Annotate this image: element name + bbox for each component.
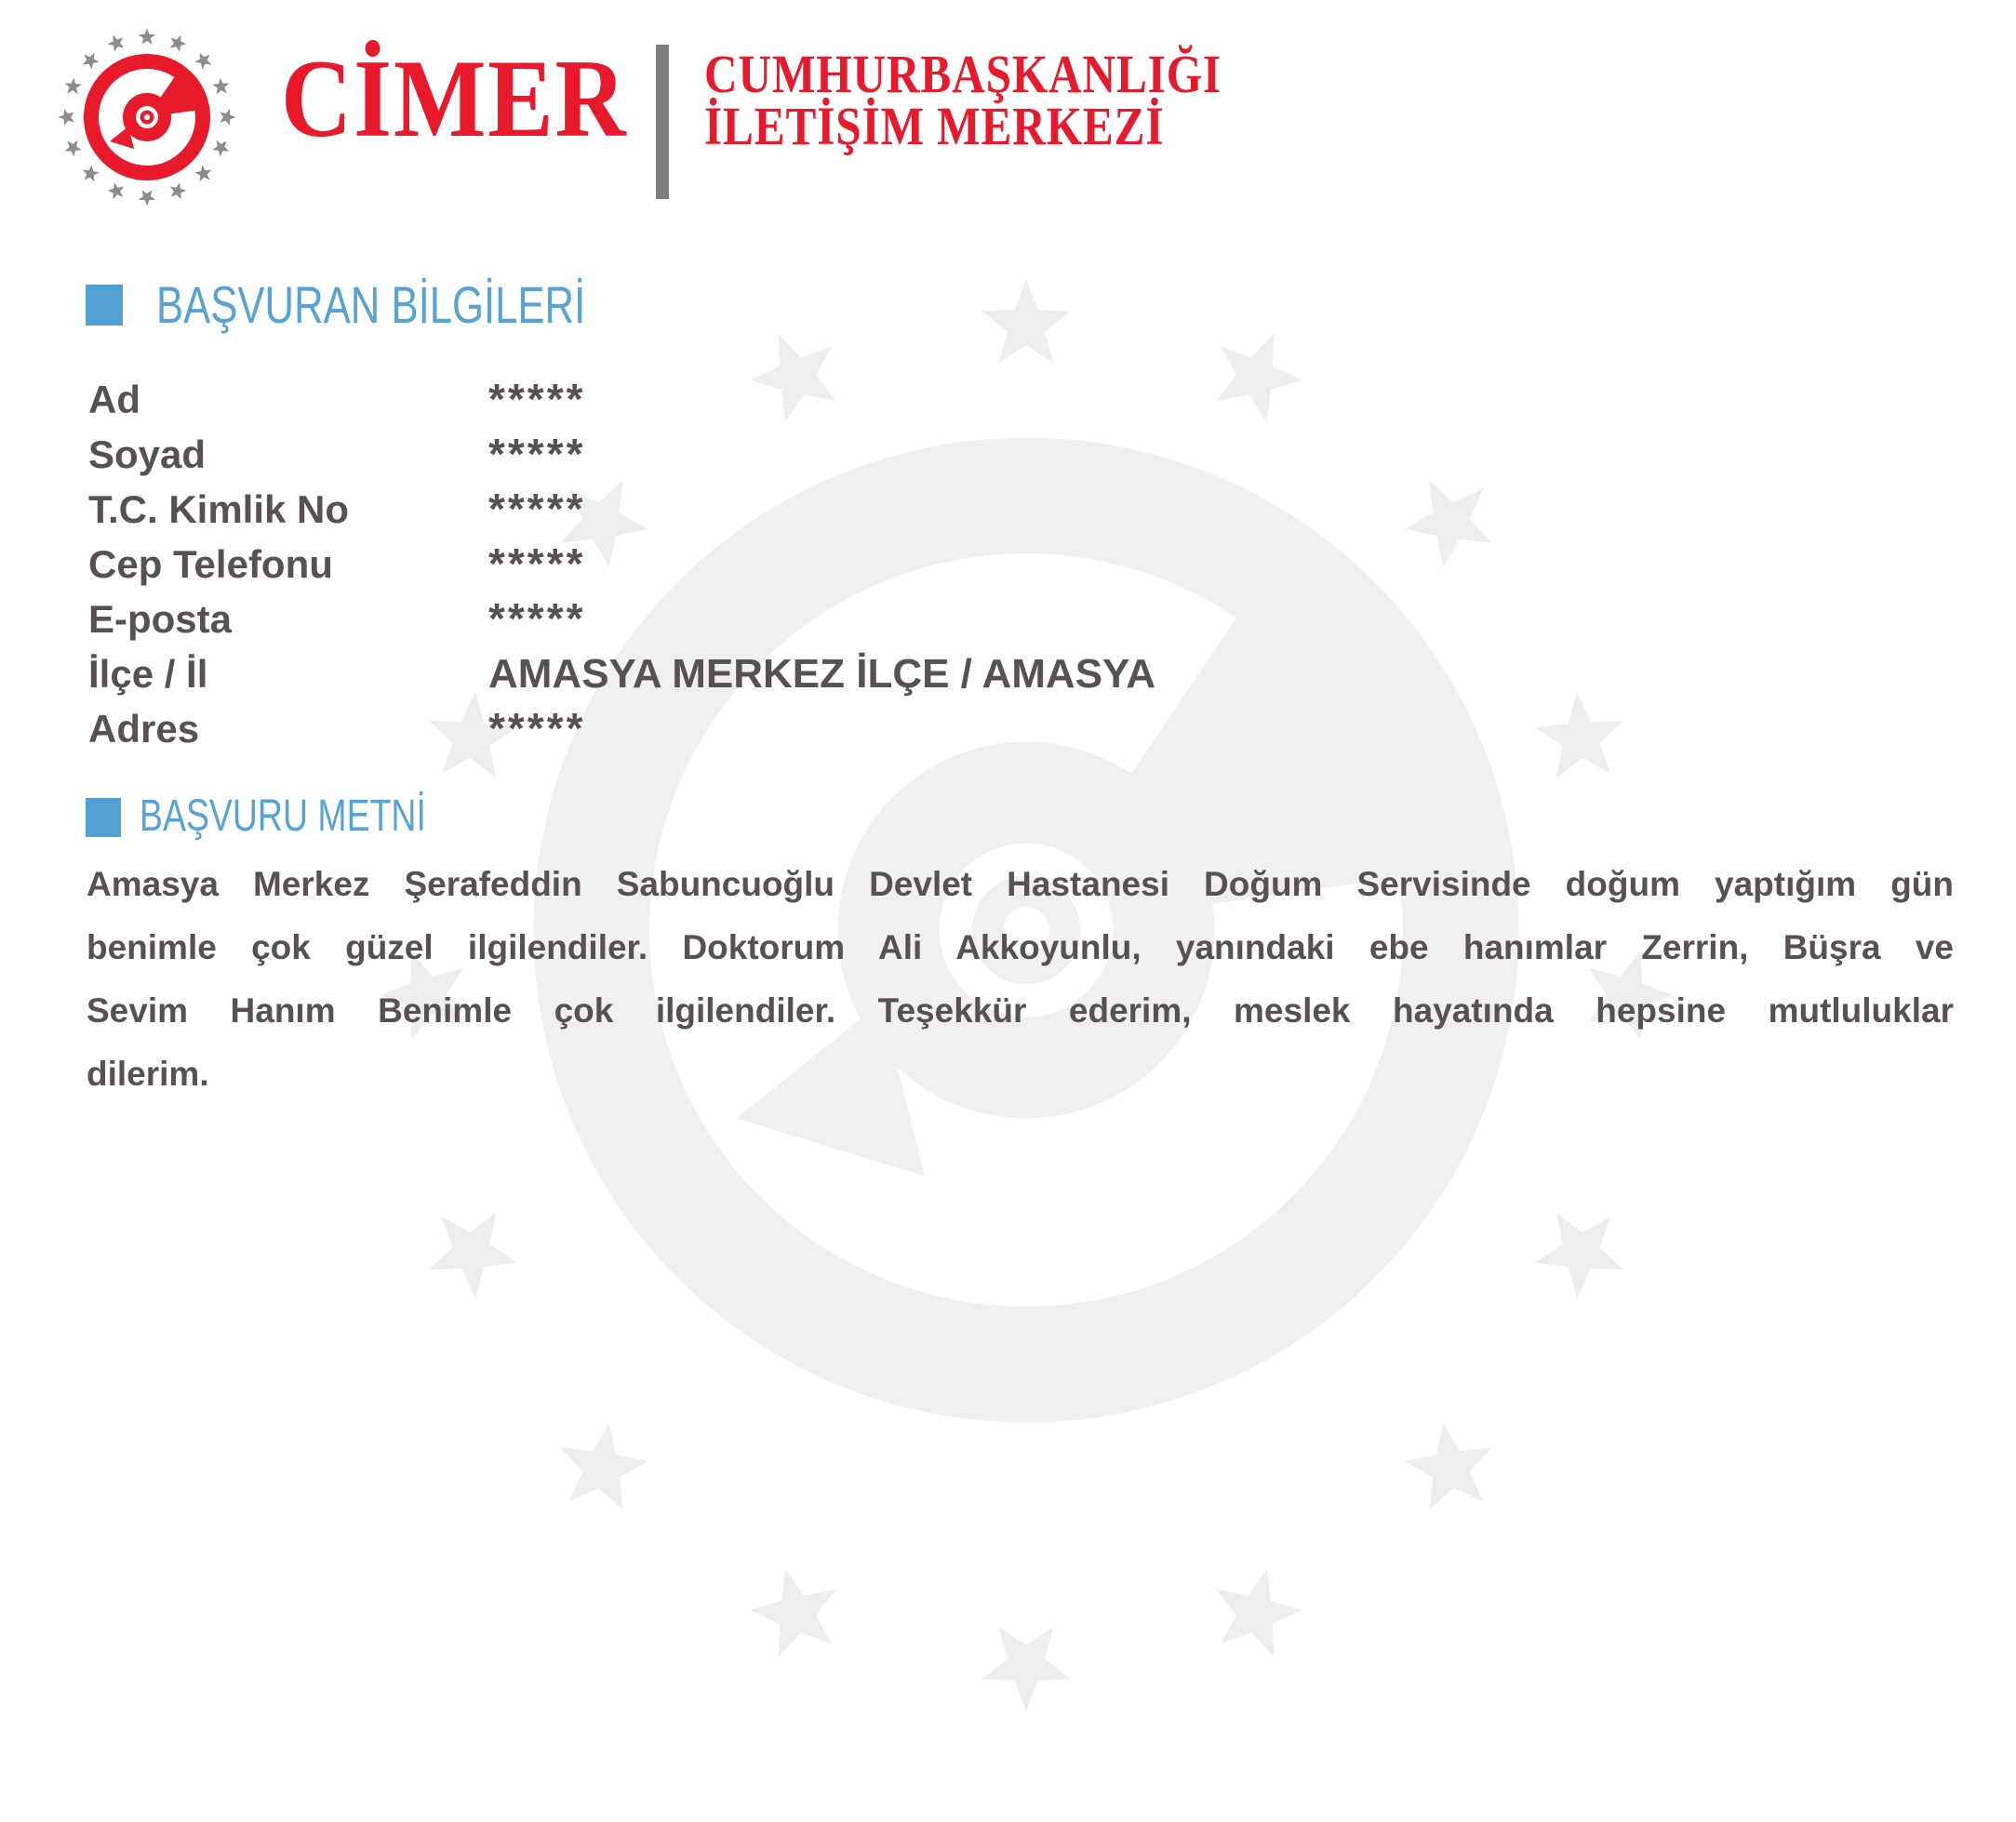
applicant-section-title: BAŞVURAN BİLGİLERİ [156, 275, 586, 334]
field-value: ***** [488, 539, 586, 588]
field-value: ***** [488, 594, 586, 643]
org-name [704, 44, 1222, 156]
field-row-ad [88, 372, 1577, 427]
application-text-line: benimle çok güzel ilgilendiler. Doktorum Ali Akkoyunlu, yanındaki ebe hanımlar Zerrin, Büşra ve [87, 928, 1954, 966]
application-section-title: BAŞVURU METNİ [140, 791, 426, 841]
field-value: ***** [488, 485, 586, 533]
field-value: AMASYA MERKEZ İLÇE / AMASYA [488, 651, 1156, 697]
org-name-line1: CUMHURBAŞKANLIĞI [704, 44, 1222, 104]
application-text-line: dilerim. [87, 1055, 209, 1093]
application-text [87, 853, 1954, 1106]
field-value: ***** [488, 704, 586, 752]
application-text-line: Amasya Merkez Şerafeddin Sabuncuoğlu Devlet Hastanesi Doğum Servisinde doğum yaptığım gün [87, 865, 1954, 903]
logo-divider [656, 45, 669, 199]
application-text-line: Sevim Hanım Benimle çok ilgilendiler. Teşekkür ederim, meslek hayatında hepsine mutluluklar [87, 991, 1954, 1030]
field-label: Cep Telefonu [88, 542, 333, 586]
field-label: İlçe / İl [88, 652, 208, 696]
field-label: T.C. Kimlik No [88, 487, 350, 531]
field-value: ***** [488, 375, 586, 423]
section-bullet-icon [86, 285, 123, 326]
field-row-ilce-il [88, 646, 1577, 701]
field-label: Ad [88, 378, 140, 421]
field-label: E-posta [88, 597, 233, 641]
field-row-tc-kimlik-no [88, 482, 1577, 537]
field-row-cep-telefonu [88, 537, 1577, 592]
field-label: Soyad [88, 432, 207, 476]
cimer-logo-icon [54, 24, 240, 210]
field-row-eposta [88, 592, 1577, 646]
cimer-wordmark: CİMER [281, 36, 628, 160]
field-value: ***** [488, 430, 586, 478]
field-label: Adres [88, 707, 200, 751]
field-row-soyad [88, 427, 1577, 482]
applicant-fields [88, 372, 1577, 756]
org-name-line2: İLETİŞİM MERKEZİ [704, 96, 1165, 156]
section-bullet-icon [86, 798, 121, 837]
field-row-adres [88, 701, 1577, 756]
